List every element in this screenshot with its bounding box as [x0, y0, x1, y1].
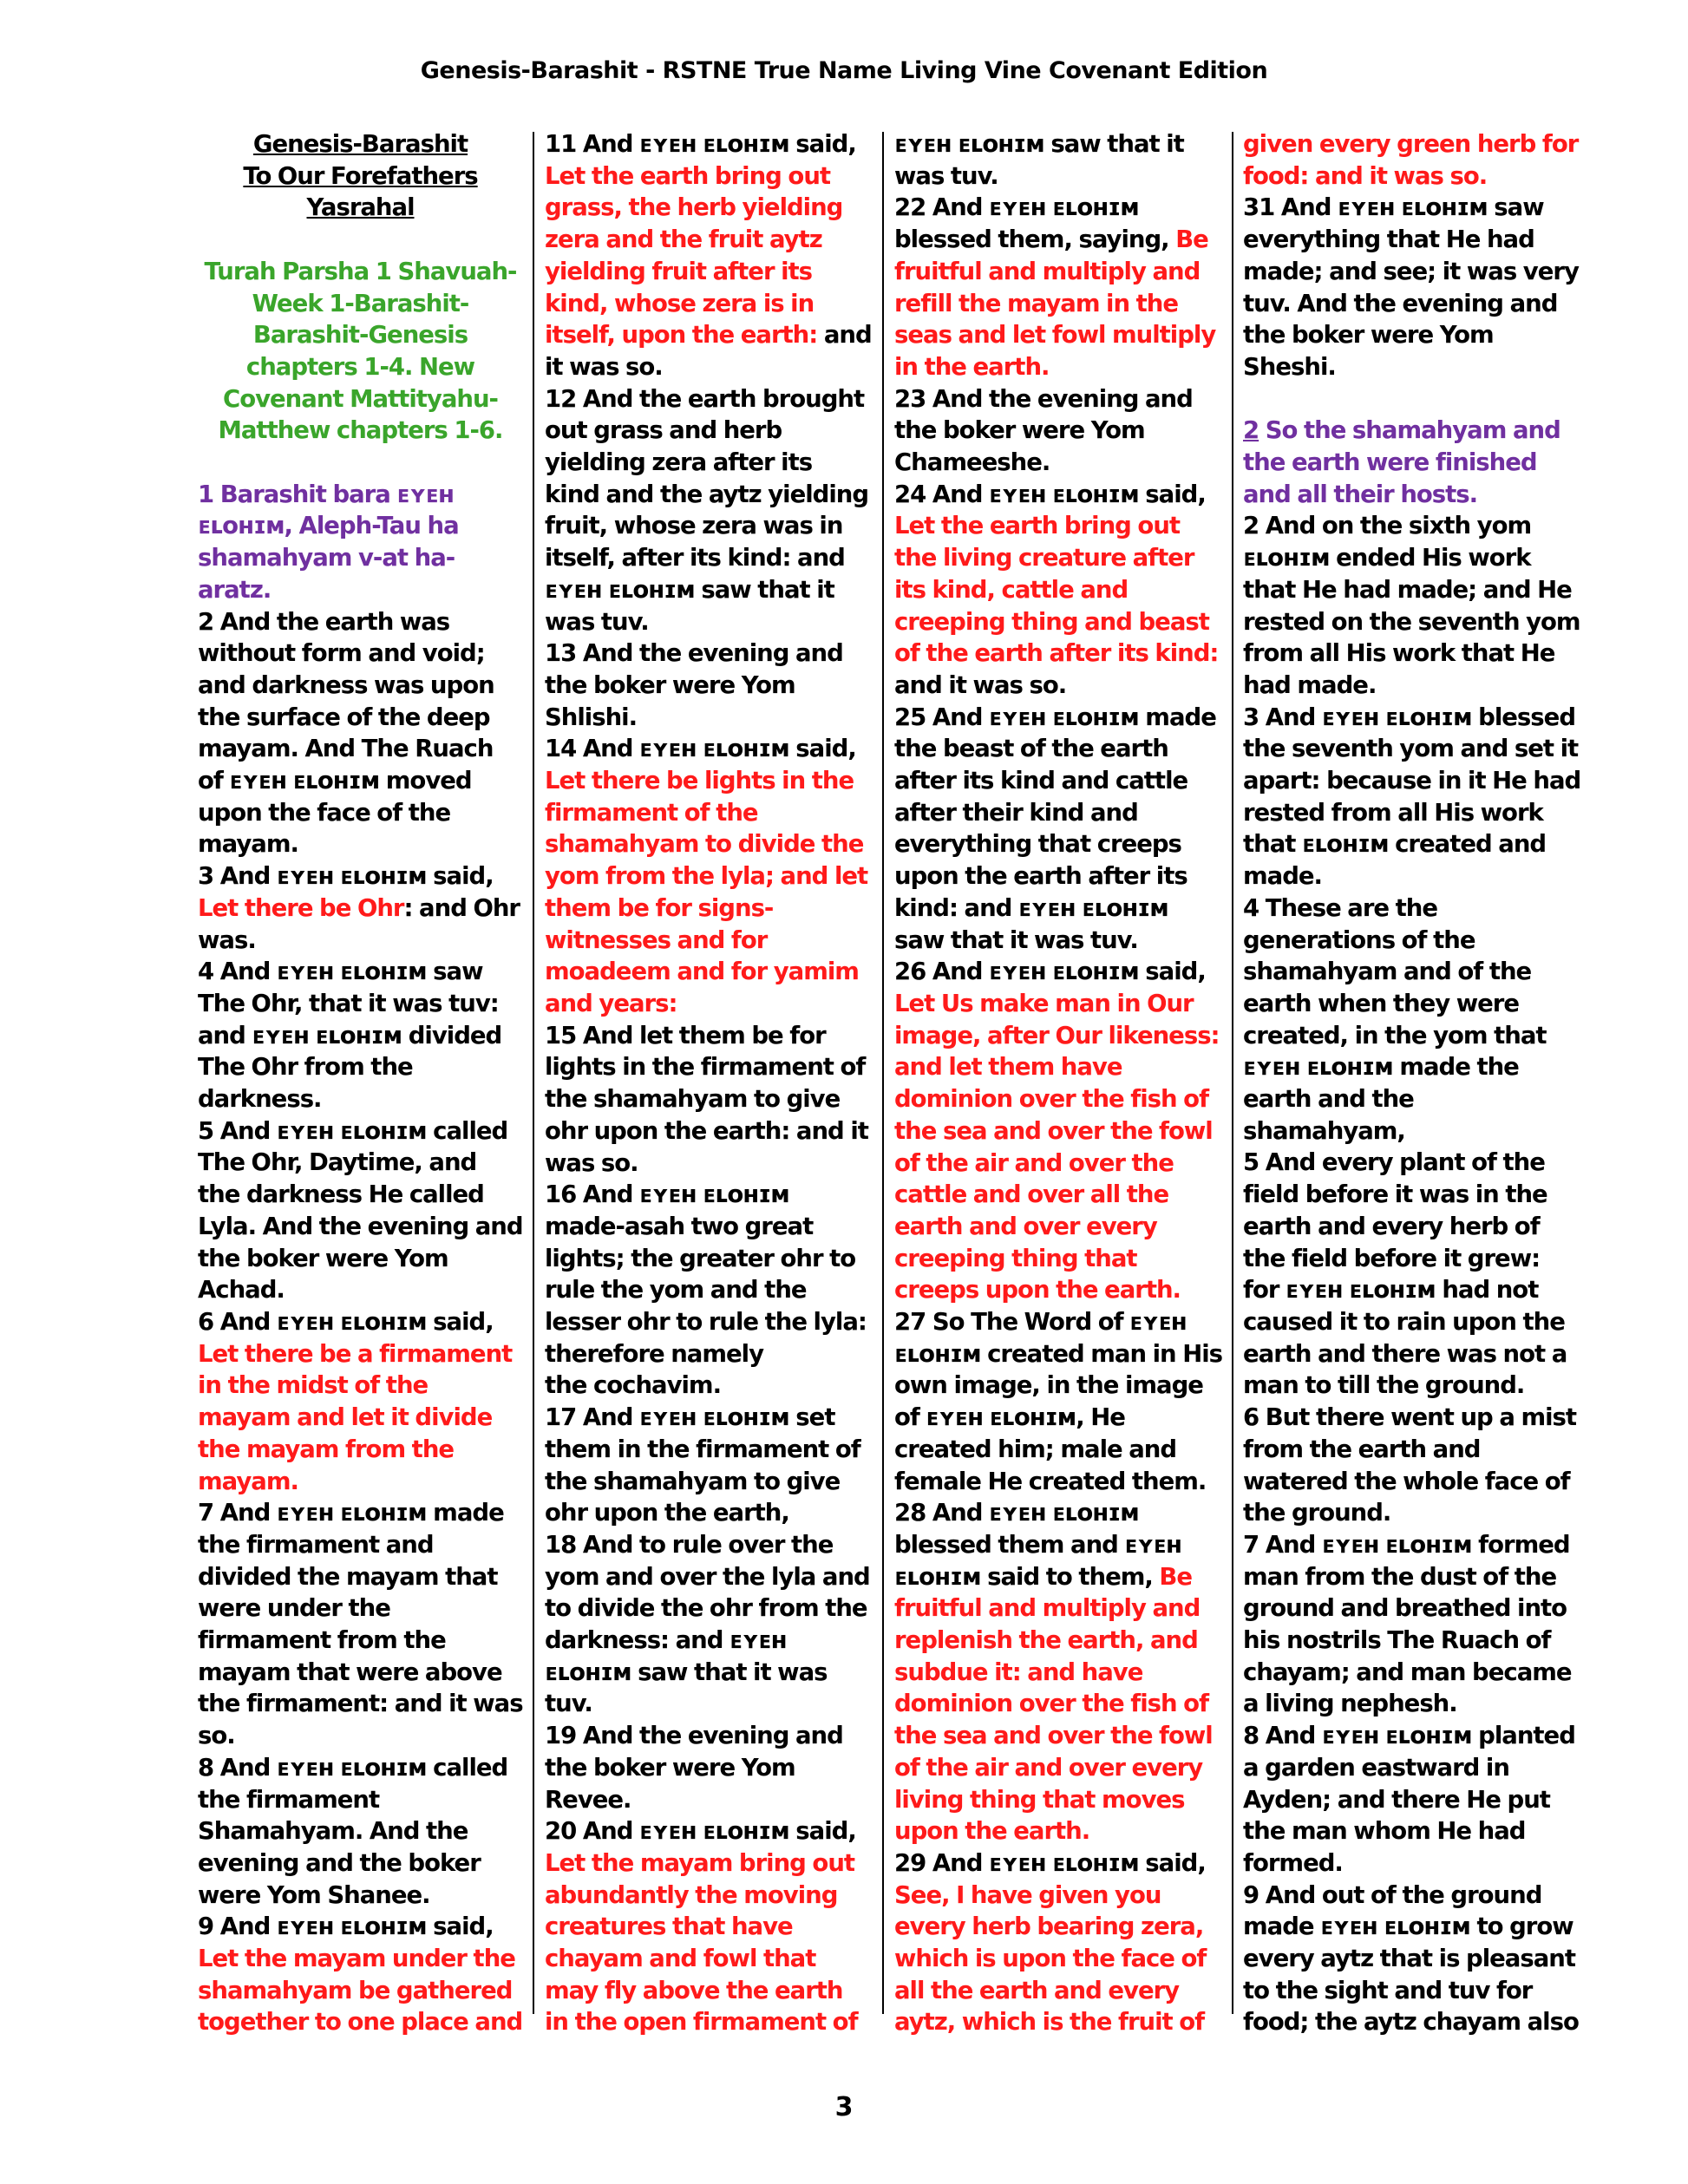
text-block	[894, 1497, 1222, 1847]
text-block	[198, 1115, 523, 1306]
text-block	[545, 1720, 873, 1815]
text-run: 5 And every plant of the field before it was in the earth and every herb of the field before it grew: for ᴇʏᴇʜ ᴇʟᴏʜɪᴍ had not caused it to rain upon the earth and there was not a man to till the ground.	[1243, 1148, 1567, 1400]
text-run: 2 And the earth was without form and void; and darkness was upon the surface of the deep mayam. And The Ruach of ᴇʏᴇʜ ᴇʟᴏʜɪᴍ moved upon the face of the mayam.	[198, 607, 494, 859]
text-run: 13 And the evening and the boker were Yom Shlishi.	[545, 639, 843, 731]
text-block	[198, 606, 523, 861]
text-block	[545, 638, 873, 733]
text-run: 16 And ᴇʏᴇʜ ᴇʟᴏʜɪᴍ made-asah two great lights; the greater ohr to rule the yom and the lesser ohr to rule the lyla: therefore namely	[545, 1180, 867, 1368]
text-run: 12 And the earth brought out grass and herb yielding zera after its kind and the aytz yielding fruit, whose zera was in itself, after its kind: and ᴇʏᴇʜ ᴇʟᴏʜɪᴍ saw that it was tuv.	[545, 384, 869, 636]
text-block	[545, 733, 873, 1019]
text-run: 22 And ᴇʏᴇʜ ᴇʟᴏʜɪᴍ blessed them, saying,	[894, 193, 1176, 254]
text-run: 26 And ᴇʏᴇʜ ᴇʟᴏʜɪᴍ said,	[894, 958, 1206, 986]
text-run: 14 And ᴇʏᴇʜ ᴇʟᴏʜɪᴍ said,	[545, 735, 856, 763]
text-block	[1243, 1402, 1581, 1529]
text-run: 8 And ᴇʏᴇʜ ᴇʟᴏʜɪᴍ called the firmament Shamahyam. And the evening and the boker were Yom Shanee.	[198, 1753, 508, 1909]
text-run: 18 And to rule over the yom and over the lyla and to divide the ohr from the darkness: and ᴇʏᴇʜ ᴇʟᴏʜɪᴍ saw that it was tuv.	[545, 1530, 870, 1718]
text-run: Let the mayam under the shamahyam be gathered together to one place and	[198, 1945, 523, 2037]
text-run: 5 And ᴇʏᴇʜ ᴇʟᴏʜɪᴍ called The Ohr, Daytime, and the darkness He called Lyla. And the evening and the boker were Yom Achad.	[198, 1116, 523, 1305]
text-run: 15 And let them be for lights in the firmament of the shamahyam to give ohr upon the earth: and it was so.	[545, 1021, 868, 1177]
text-block	[545, 383, 873, 638]
text-run: ᴇʏᴇʜ ᴇʟᴏʜɪᴍ saw that it was tuv.	[894, 130, 1184, 190]
text-run: 7 And ᴇʏᴇʜ ᴇʟᴏʜɪᴍ made the firmament and divided the mayam that were under the firmament from the mayam that were above the firmament: and it was so.	[198, 1499, 523, 1750]
text-run: 3 And ᴇʏᴇʜ ᴇʟᴏʜɪᴍ said,	[198, 862, 494, 891]
column-1	[198, 128, 523, 2037]
text-block	[1243, 1720, 1581, 1880]
text-run: Let there be lights in the firmament of the shamahyam to divide the yom from the lyla; and let them be for signs-witnesses and for moadeem and for yamim and years:	[545, 767, 868, 1017]
text-run: and it was so.	[894, 670, 1067, 699]
text-run: 17 And ᴇʏᴇʜ ᴇʟᴏʜɪᴍ set them in the firmament of the shamahyam to give ohr upon the earth,	[545, 1403, 860, 1527]
text-block	[1243, 128, 1581, 192]
text-block	[198, 1306, 523, 1497]
text-run: 29 And ᴇʏᴇʜ ᴇʟᴏʜɪᴍ said,	[894, 1848, 1206, 1877]
text-run: 25 And ᴇʏᴇʜ ᴇʟᴏʜɪᴍ made the beast of the earth after its kind and cattle after their kind and everything that creeps upon the earth after its kind: and ᴇʏᴇʜ ᴇʟᴏʜɪᴍ saw that it was tuv.	[894, 703, 1216, 954]
text-block	[545, 1370, 873, 1402]
text-block	[894, 479, 1222, 702]
column-4	[1243, 128, 1581, 2037]
text-run: 9 And ᴇʏᴇʜ ᴇʟᴏʜɪᴍ said,	[198, 1913, 494, 1941]
text-block	[894, 702, 1222, 957]
text-run: 2 And on the sixth yom ᴇʟᴏʜɪᴍ ended His work that He had made; and He rested on the seventh yom from all His work that He had made.	[1243, 512, 1580, 699]
text-block	[545, 1529, 873, 1720]
text-block: To Our Forefathers Yasrahal	[243, 161, 478, 222]
text-block	[198, 1497, 523, 1752]
text-block	[894, 128, 1222, 192]
text-run: : and Ohr was.	[198, 893, 520, 954]
text-run: 7 And ᴇʏᴇʜ ᴇʟᴏʜɪᴍ formed man from the dust of the ground and breathed into his nostrils The Ruach of chayam; and man became a living nephesh.	[1243, 1530, 1572, 1718]
text-block	[1243, 1529, 1581, 1720]
text-block	[894, 956, 1222, 1306]
text-block	[545, 1020, 873, 1180]
text-run: 20 And ᴇʏᴇʜ ᴇʟᴏʜɪᴍ said,	[545, 1817, 856, 1846]
text-run: 9 And out of the ground made ᴇʏᴇʜ ᴇʟᴏʜɪᴍ to grow every aytz that is pleasant to the sight and tuv for food; the aytz chayam also	[1243, 1880, 1579, 2037]
text-block: Genesis-Barashit	[252, 130, 468, 158]
text-block	[894, 1847, 1222, 2037]
text-run: 27 So The Word of ᴇʏᴇʜ ᴇʟᴏʜɪᴍ created man in His own image, in the image of ᴇʏᴇʜ ᴇʟᴏʜɪᴍ, He created him; male and female He created them.	[894, 1308, 1222, 1495]
text-block	[545, 1179, 873, 1370]
text-block	[545, 128, 873, 383]
column-divider	[533, 132, 534, 2014]
text-block	[198, 1752, 523, 1912]
text-block	[1243, 1880, 1581, 2037]
text-run: 31 And ᴇʏᴇʜ ᴇʟᴏʜɪᴍ saw everything that He had made; and see; it was very tuv. And the evening and the boker were Yom Sheshi.	[1243, 193, 1579, 381]
text-block	[1243, 192, 1581, 383]
text-run: Be fruitful and multiply and replenish the earth, and subdue it: and have dominion over the fish of the sea and over the fowl of the air and over every living thing that moves upon the earth.	[894, 1562, 1213, 1846]
text-run: Let the earth bring out grass, the herb yielding zera and the fruit aytz yielding fruit after its kind, whose zera is in itself, upon the earth:	[545, 161, 843, 350]
column-2	[545, 128, 873, 2037]
text-block	[198, 1911, 523, 2037]
text-run: Let there be Ohr	[198, 893, 404, 922]
text-block	[894, 1306, 1222, 1497]
text-block	[894, 192, 1222, 383]
text-run: given every green herb for food: and it was so.	[1243, 130, 1579, 190]
text-run: 19 And the evening and the boker were Yom Revee.	[545, 1722, 843, 1814]
text-block	[1243, 702, 1581, 893]
text-run: Let there be a firmament in the midst of the mayam and let it divide the mayam from the mayam.	[198, 1339, 513, 1495]
text-run: 4 These are the generations of the shamahyam and of the earth when they were created, in the yom that ᴇʏᴇʜ ᴇʟᴏʜɪᴍ made the earth and the shamahyam,	[1243, 893, 1547, 1145]
text-run: the cochavim.	[545, 1371, 722, 1400]
text-run: Let Us make man in Our image, after Our likeness: and let them have dominion over the fish of the sea and over the fowl of the air and over the cattle and over all the earth and over every creeping thing that creeps upon the earth.	[894, 989, 1220, 1305]
text-block	[1243, 510, 1581, 701]
text-run: See, I have given you every herb bearing zera, which is upon the face of all the earth and every aytz, which is the fruit of	[894, 1880, 1207, 2037]
text-block	[1243, 1147, 1581, 1402]
text-columns	[198, 128, 1581, 2037]
text-run: 28 And ᴇʏᴇʜ ᴇʟᴏʜɪᴍ blessed them and ᴇʏᴇʜ ᴇʟᴏʜɪᴍ said to them,	[894, 1499, 1182, 1591]
blank-line	[1243, 383, 1581, 415]
text-run: So the shamahyam and the earth were finished and all their hosts.	[1243, 416, 1560, 508]
text-block	[545, 1815, 873, 2037]
text-block	[545, 1402, 873, 1529]
text-block	[894, 383, 1222, 479]
text-run: Let the mayam bring out abundantly the moving creatures that have chayam and fowl that may fly above the earth in the open firmament of	[545, 1848, 858, 2037]
text-run: 23 And the evening and the boker were Yom Chameeshe.	[894, 384, 1193, 477]
blank-line	[198, 224, 523, 256]
column-divider	[1232, 132, 1233, 2014]
text-run: 6 And ᴇʏᴇʜ ᴇʟᴏʜɪᴍ said,	[198, 1307, 494, 1336]
text-block	[1243, 415, 1581, 510]
text-run: 24 And ᴇʏᴇʜ ᴇʟᴏʜɪᴍ said,	[894, 480, 1206, 508]
running-header: Genesis-Barashit - RSTNE True Name Living Vine Covenant Edition	[420, 57, 1268, 84]
text-block	[1243, 893, 1581, 1148]
text-run: 6 But there went up a mist from the earth and watered the whole face of the ground.	[1243, 1403, 1577, 1527]
blank-line	[198, 447, 523, 479]
text-block: Turah Parsha 1 Shavuah-Week 1-Barashit-Barashit-Genesis chapters 1-4. New Covenant Mattityahu-Matthew chapters 1-6.	[204, 257, 517, 445]
text-run: 3 And ᴇʏᴇʜ ᴇʟᴏʜɪᴍ blessed the seventh yom and set it apart: because in it He had rested from all His work that ᴇʟᴏʜɪᴍ created and made.	[1243, 703, 1581, 891]
column-3	[894, 128, 1222, 2037]
text-run: 4 And ᴇʏᴇʜ ᴇʟᴏʜɪᴍ saw The Ohr, that it was tuv: and ᴇʏᴇʜ ᴇʟᴏʜɪᴍ divided The Ohr from the darkness.	[198, 958, 502, 1114]
text-run: Let the earth bring out the living creature after its kind, cattle and creeping thing and beast of the earth after its kind:	[894, 512, 1219, 668]
text-block	[198, 860, 523, 956]
text-run: 8 And ᴇʏᴇʜ ᴇʟᴏʜɪᴍ planted a garden eastward in Ayden; and there He put the man whom He had formed.	[1243, 1722, 1575, 1877]
text-run: 1 Barashit bara ᴇʏᴇʜ ᴇʟᴏʜɪᴍ, Aleph-Tau ha shamahyam v-at ha-aratz.	[198, 480, 459, 604]
text-run: Be fruitful and multiply and refill the mayam in the seas and let fowl multiply in the earth.	[894, 226, 1216, 381]
text-block	[198, 479, 523, 606]
text-block	[198, 956, 523, 1115]
text-run: 2	[1243, 416, 1259, 445]
column-divider	[882, 132, 884, 2014]
text-run: 11 And ᴇʏᴇʜ ᴇʟᴏʜɪᴍ said,	[545, 130, 856, 158]
page-number: 3	[834, 2092, 854, 2122]
text-run: and it was so.	[545, 321, 872, 381]
